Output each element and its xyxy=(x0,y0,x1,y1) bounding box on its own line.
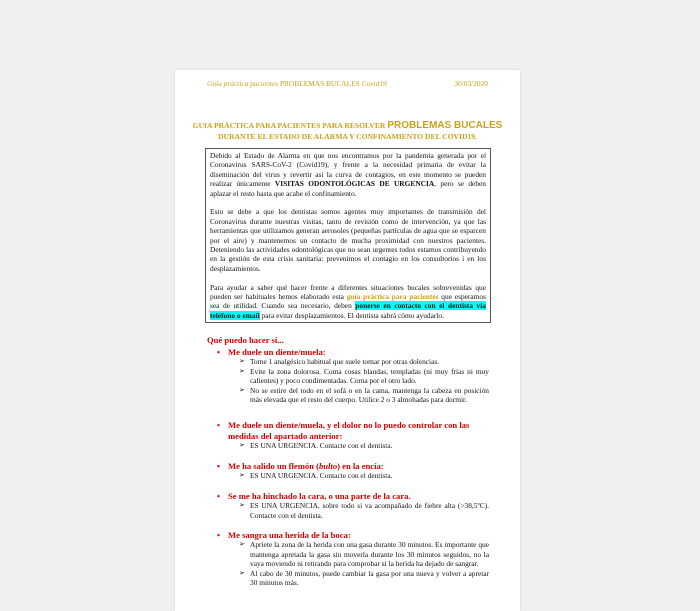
list-item: ➢ Al cabo de 30 minutos, puede cambiar la gasa por una nueva y volver a apretar 30 minutos más. xyxy=(207,569,489,588)
bold-text: VISITAS ODONTOLÓGICAS DE URGENCIA xyxy=(274,179,435,189)
section xyxy=(207,461,489,481)
header-covid: Covid19 xyxy=(361,79,387,88)
intro-box xyxy=(205,148,491,323)
list-item: ➢ Tome 1 analgésico habitual que suele tomar por otras dolencias. xyxy=(207,357,489,366)
title-line1: GUIA PRÁCTICA PARA PACIENTES PARA RESOLVER xyxy=(192,121,388,130)
intro-p2: Esto se debe a que los dentistas somos agentes muy importantes de transmisión del Coronavirus durante nuestras visitas, tanto de revisión como de intervención, ya que las herramientas que utilizamos generan aerosoles (pequeñas partículas de agua que se esparcen por el aire) y mantenemos un contacto de mucha proximidad con nuestros pacientes. Deteniendo las actividades odontológicas que no sean urgentes todos estamos contribuyendo en la gestión de esta crisis sanitaria: prevenimos el contagio en los consultorios i en los desplazamientos. xyxy=(210,207,486,273)
text: Para ayudar a saber qué hacer frente a diferentes situaciones bucales sobrevenidas que pueden ser habituales hemos elaborado esta xyxy=(210,282,486,302)
text: para evitar desplazamientos. El dentista sabrá cómo ayudarlo. xyxy=(259,310,444,320)
list-item: ➢ ES UNA URGENCIA, sobre todo si va acompañado de fiebre alta (>38,5ºC). Contacte con el dentista. xyxy=(207,501,489,520)
header-left xyxy=(207,79,387,88)
header-caps: PROBLEMAS BUCALES xyxy=(279,79,360,88)
document-page xyxy=(175,70,520,611)
list-item: ➢ ES UNA URGENCIA. Contacte con el dentista. xyxy=(207,471,489,480)
intro-p3 xyxy=(210,283,486,321)
list-item: ➢ Apriete la zona de la herida con una gasa durante 30 minutos. Es importante que mantenga apretada la gasa sin moverla durante los 30 minutos seguidos, no la vaya moviendo ni retirando para comprobar si la herida ha dejado de sangrar. xyxy=(207,540,489,568)
section-title: • Me duele un diente/muela: xyxy=(207,347,489,358)
text: ) en la encía: xyxy=(337,460,384,471)
section-title: • Me sangra una herida de la boca: xyxy=(207,530,489,541)
list-item: ➢ ES UNA URGENCIA. Contacte con el dentista. xyxy=(207,441,489,450)
header-italic: Guía práctica pacientes xyxy=(207,79,279,88)
gold-text: guía práctica para pacientes xyxy=(346,292,439,302)
text: Me ha salido un flemón ( xyxy=(228,460,319,471)
title-emphasis: PROBLEMAS BUCALES xyxy=(387,120,503,131)
section-title: • Me duele un diente/muela, y el dolor no lo puedo controlar con las medidas del apartado anterior: xyxy=(207,420,489,441)
page-header xyxy=(207,79,488,88)
section-title xyxy=(207,461,489,472)
text: Debido al Estado de Alarma en que nos encontramos por la pandemia generada por el Coronavirus SARS-CoV-2 (Covid19), y frente a la necesidad primaria de evitar la diseminación del virus y revertir así la curva de contagios, en este momento se pueden realizar únicamente xyxy=(210,151,486,189)
document-title xyxy=(175,120,520,142)
text: , pero se deben aplazar el resto hasta que acabe el confinamiento. xyxy=(210,179,486,198)
section xyxy=(207,491,489,520)
section xyxy=(207,420,489,450)
section-title: • Se me ha hinchado la cara, o una parte de la cara. xyxy=(207,491,489,502)
header-date: 30/03/2020 xyxy=(454,79,488,88)
list-item: ➢ Evite la zona dolorosa. Coma cosas blandas, templadas (ni muy frías ni muy calientes) y poco condimentadas. Coma por el otro lado. xyxy=(207,367,489,386)
section xyxy=(207,347,489,405)
title-line2: DURANTE EL ESTADO DE ALARMA Y CONFINAMIENTO DEL COVID19. xyxy=(218,132,477,141)
list-item: ➢ No se estire del todo en el sofá o en la cama, mantenga la cabeza en posición más elevada que el resto del cuerpo. Utilice 2 o 3 almohadas para dormir. xyxy=(207,386,489,405)
faq-content xyxy=(207,335,489,587)
question-heading: Qué puedo hacer si... xyxy=(207,335,284,346)
text: que esperamos sea de utilidad. Cuando sea necesario, deben xyxy=(210,292,486,311)
italic-text: bulto xyxy=(318,460,338,471)
highlighted-text: ponerse en contacto con el dentista vía teléfono o email xyxy=(210,301,486,320)
intro-p1 xyxy=(210,151,486,198)
section xyxy=(207,530,489,588)
